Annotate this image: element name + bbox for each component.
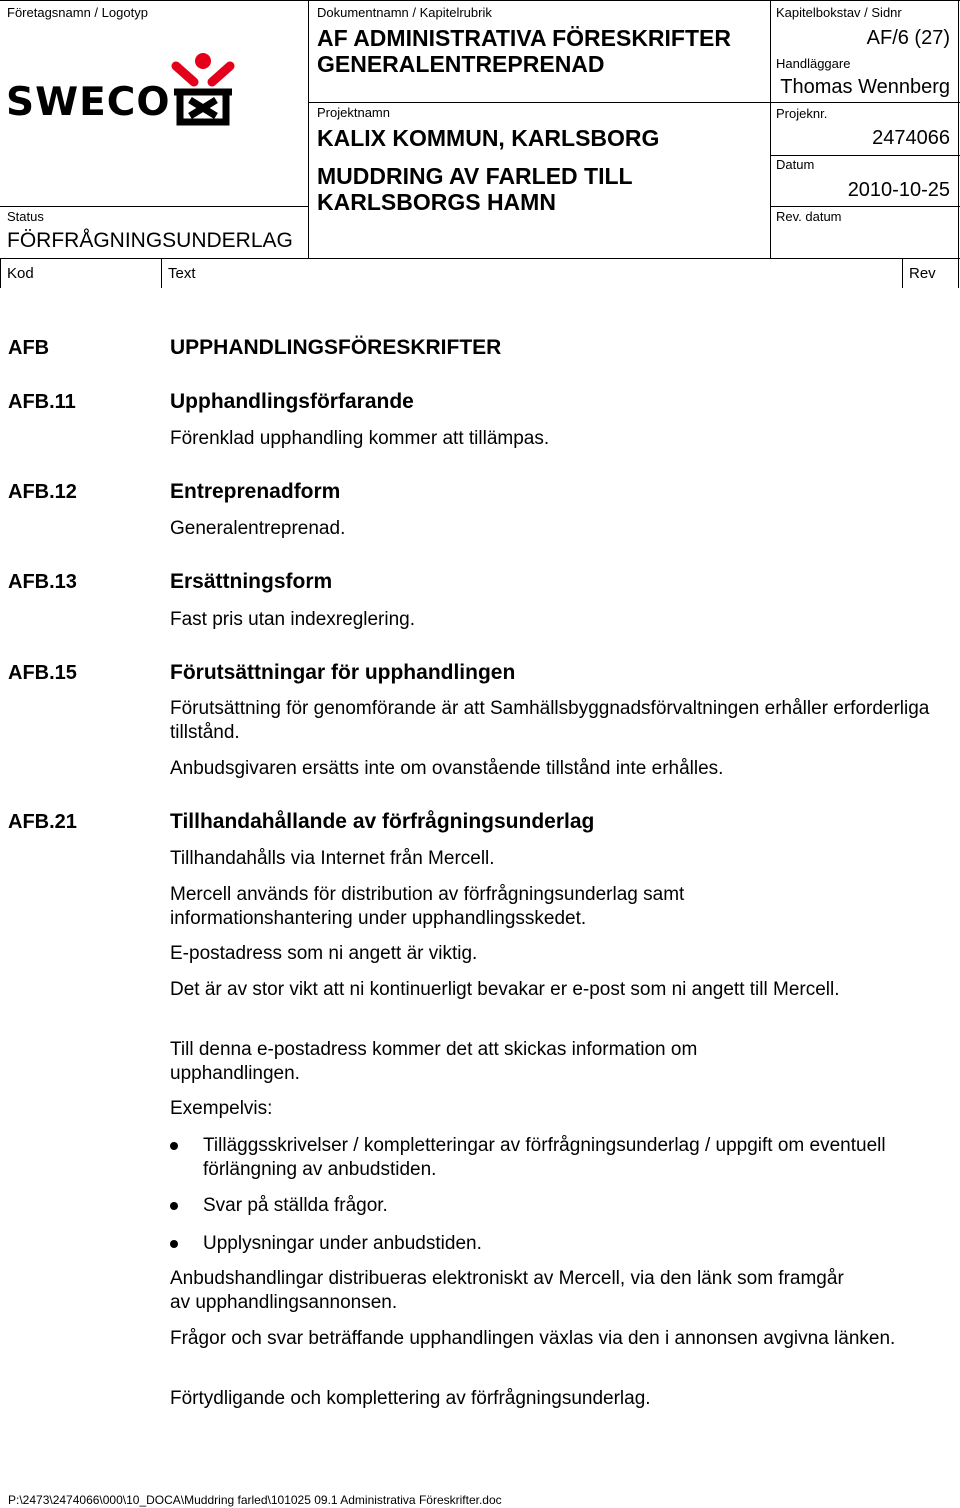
header-vline-2 [770,0,771,258]
afb21-paragraph-4: Det är av stor vikt att ni kontinuerligt bevakar er e-post som ni angett till Mercell. [170,979,840,1000]
afb11-paragraph-1: Förenklad upphandling kommer att tillämpas. [170,428,550,449]
afb21-paragraph-3: E-postadress som ni angett är viktig. [170,943,478,964]
header-status-divider [0,206,308,207]
project-line3: KARLSBORGS HAMN [317,189,556,215]
column-vline-rev [902,258,903,288]
afb21-paragraph-5: Till denna e-postadress kommer det att skickas information om upphandlingen. [170,1039,698,1084]
section-code-afb: AFB [8,337,50,359]
header-mid-divider [308,102,960,103]
afb21-paragraph-6: Exempelvis: [170,1098,273,1119]
afb21-paragraph-8: Frågor och svar beträffande upphandlingen växlas via den i annonsen avgivna länken. [170,1328,896,1349]
column-header-kod: Kod [7,265,34,282]
bullet-dot-1 [170,1142,178,1150]
project-label: Projektnamn [317,105,390,120]
section-title-afb: UPPHANDLINGSFÖRESKRIFTER [170,336,502,359]
section-title-afb13: Ersättningsform [170,570,333,593]
bullet-dot-3 [170,1240,178,1248]
header-vline-1 [308,0,309,258]
section-code-afb11: AFB.11 [8,391,76,413]
bullet-dot-2 [170,1202,178,1210]
afb13-paragraph-1: Fast pris utan indexreglering. [170,609,416,630]
projnr-value: 2474066 [872,127,950,149]
chapter-value: AF/6 (27) [866,27,950,49]
logo-wordmark: SWECO [6,80,171,125]
header-bottom-border [0,258,960,259]
status-value: FÖRFRÅGNINGSUNDERLAG [7,229,293,252]
section-title-afb12: Entreprenadform [170,480,341,503]
section-code-afb21: AFB.21 [8,811,77,833]
handler-value: Thomas Wennberg [780,76,950,98]
section-code-afb13: AFB.13 [8,571,77,593]
section-title-afb21: Tillhandahållande av förfrågningsunderlag [170,810,595,833]
docname-line2: GENERALENTREPRENAD [317,51,605,77]
company-logo [6,52,246,132]
column-header-rev: Rev [909,265,936,282]
afb15-paragraph-2: Anbudsgivaren ersätts inte om ovanstående tillstånd inte erhålles. [170,758,724,779]
afb21-paragraph-1: Tillhandahålls via Internet från Mercell. [170,848,495,869]
docname-label: Dokumentnamn / Kapitelrubrik [317,5,492,20]
project-line1: KALIX KOMMUN, KARLSBORG [317,125,660,151]
header-revdate-divider [770,206,960,207]
date-value: 2010-10-25 [847,179,950,201]
header-date-divider [770,155,960,156]
status-label: Status [7,209,44,224]
section-title-afb15: Förutsättningar för upphandlingen [170,661,516,684]
footer-file-path: P:\2473\2474066\000\10_DOCA\Muddring farled\101025 09.1 Administrativa Föreskrifter.doc [8,1493,502,1507]
column-vline-text [161,258,162,288]
docname-line1: AF ADMINISTRATIVA FÖRESKRIFTER [317,25,731,51]
chapter-label: Kapitelbokstav / Sidnr [776,5,902,20]
section-title-afb11: Upphandlingsförfarande [170,390,414,413]
column-header-text: Text [168,265,196,282]
afb21-paragraph-2: Mercell används för distribution av förfrågningsunderlag samt informationshantering under upphandlingsskedet. [170,884,685,929]
header-top-border [0,0,960,1]
handler-label: Handläggare [776,56,851,71]
projnr-label: Projeknr. [776,106,828,121]
company-label: Företagsnamn / Logotyp [7,5,148,20]
project-line2: MUDDRING AV FARLED TILL [317,163,633,189]
revdate-label: Rev. datum [776,209,842,224]
date-label: Datum [776,157,815,172]
afb15-paragraph-1: Förutsättning för genomförande är att Samhällsbyggnadsförvaltningen erhåller erforderliga tillstånd. [170,698,930,743]
column-vline-kod [0,258,1,288]
afb21-bullet-3: Upplysningar under anbudstiden. [203,1233,482,1254]
afb21-bullet-2: Svar på ställda frågor. [203,1195,388,1216]
section-code-afb15: AFB.15 [8,662,77,684]
section-code-afb12: AFB.12 [8,481,77,503]
afb21-bullet-1: Tilläggsskrivelser / kompletteringar av förfrågningsunderlag / uppgift om eventuell förlängning av anbudstiden. [203,1135,886,1180]
afb12-paragraph-1: Generalentreprenad. [170,518,346,539]
afb21-paragraph-9: Förtydligande och komplettering av förfrågningsunderlag. [170,1388,651,1409]
afb21-paragraph-7: Anbudshandlingar distribueras elektroniskt av Mercell, via den länk som framgår av upphandlingsannonsen. [170,1268,844,1313]
logo-mark-icon [170,52,236,126]
header-vline-right [958,0,959,288]
